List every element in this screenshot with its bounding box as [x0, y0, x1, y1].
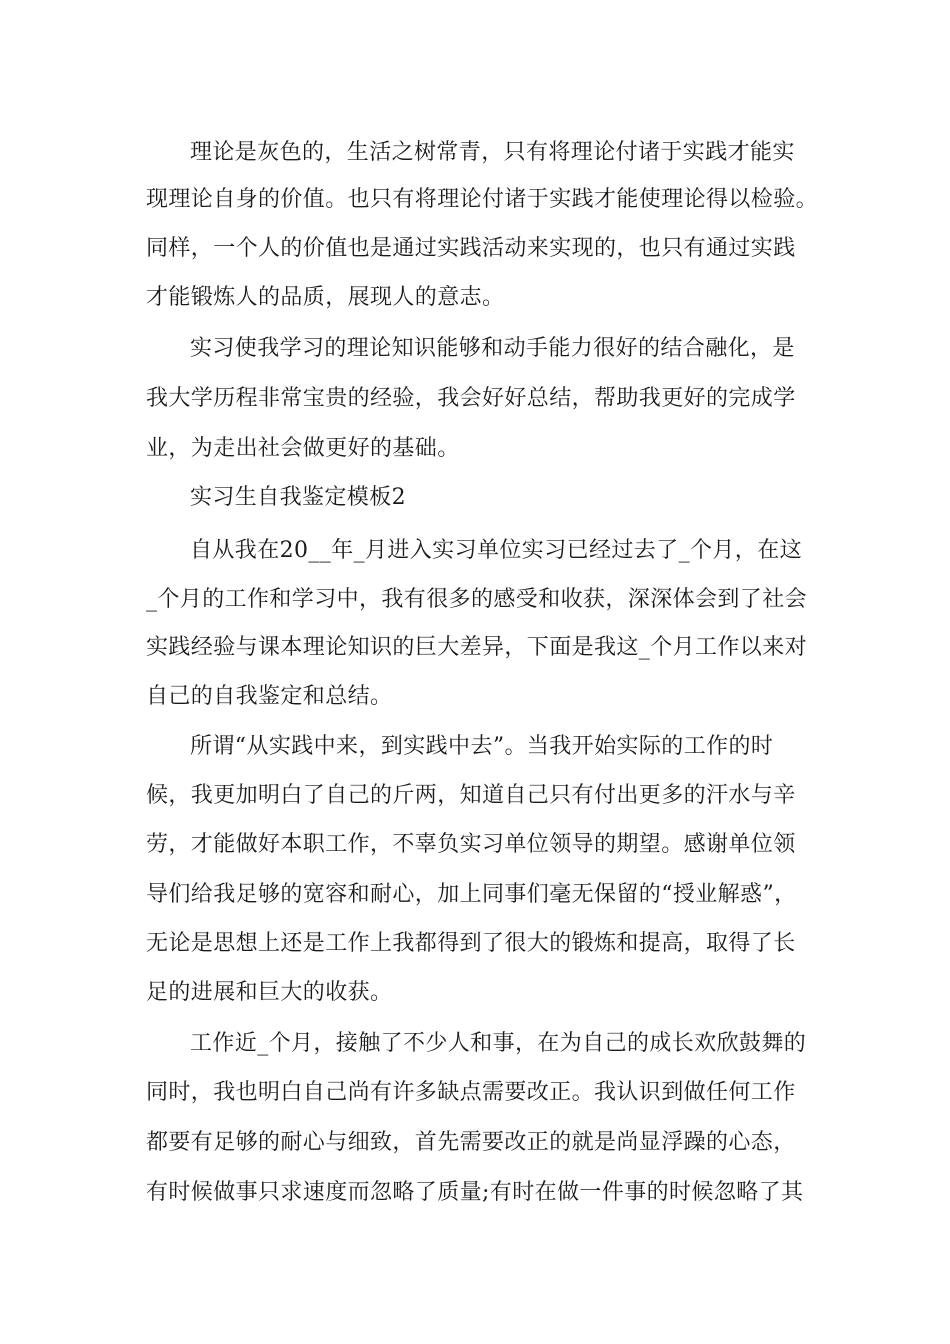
paragraph-3-line-2: _个月的工作和学习中，我有很多的感受和收获，深深体会到了社会	[146, 587, 808, 612]
paragraph-4-line-6: 足的进展和巨大的收获。	[146, 980, 393, 1005]
paragraph-4-line-4: 导们给我足够的宽容和耐心，加上同事们毫无保留的“授业解惑”，	[146, 882, 797, 907]
paragraph-1-line-4: 才能锻炼人的品质，展现人的意志。	[146, 285, 505, 310]
paragraph-5-line-1: 工作近_个月，接触了不少人和事，在为自己的成长欢欣鼓舞的	[190, 1031, 807, 1056]
paragraph-4-line-2: 候，我更加明白了自己的斤两，知道自己只有付出更多的汗水与辛	[146, 783, 796, 808]
paragraph-1-line-3: 同样，一个人的价值也是通过实践活动来实现的，也只有通过实践	[146, 236, 796, 261]
paragraph-5-line-2: 同时，我也明白自己尚有许多缺点需要改正。我认识到做任何工作	[146, 1080, 796, 1105]
paragraph-3-line-1: 自从我在20__年_月进入实习单位实习已经过去了_个月，在这	[190, 538, 802, 563]
paragraph-3-line-3: 实践经验与课本理论知识的巨大差异，下面是我这_个月工作以来对	[146, 635, 808, 660]
paragraph-5-line-3: 都要有足够的耐心与细致，首先需要改正的就是尚显浮躁的心态，	[146, 1130, 796, 1155]
paragraph-2-line-3: 业，为走出社会做更好的基础。	[146, 436, 460, 461]
paragraph-5-line-4: 有时候做事只求速度而忽略了质量;有时在做一件事的时候忽略了其	[146, 1180, 804, 1205]
paragraph-1-line-2: 现理论自身的价值。也只有将理论付诸于实践才能使理论得以检验。	[146, 187, 819, 212]
paragraph-4-line-3: 劳，才能做好本职工作，不辜负实习单位领导的期望。感谢单位领	[146, 832, 796, 857]
paragraph-3-line-4: 自己的自我鉴定和总结。	[146, 684, 393, 709]
paragraph-4-line-1: 所谓“从实践中来，到实践中去”。当我开始实际的工作的时	[190, 734, 774, 759]
paragraph-1-line-1: 理论是灰色的，生活之树常青，只有将理论付诸于实践才能实	[190, 140, 795, 165]
paragraph-2-line-1: 实习使我学习的理论知识能够和动手能力很好的结合融化，是	[190, 336, 795, 361]
section-heading: 实习生自我鉴定模板2	[190, 485, 406, 510]
paragraph-4-line-5: 无论是思想上还是工作上我都得到了很大的锻炼和提高，取得了长	[146, 931, 796, 956]
paragraph-2-line-2: 我大学历程非常宝贵的经验，我会好好总结，帮助我更好的完成学	[146, 386, 796, 411]
